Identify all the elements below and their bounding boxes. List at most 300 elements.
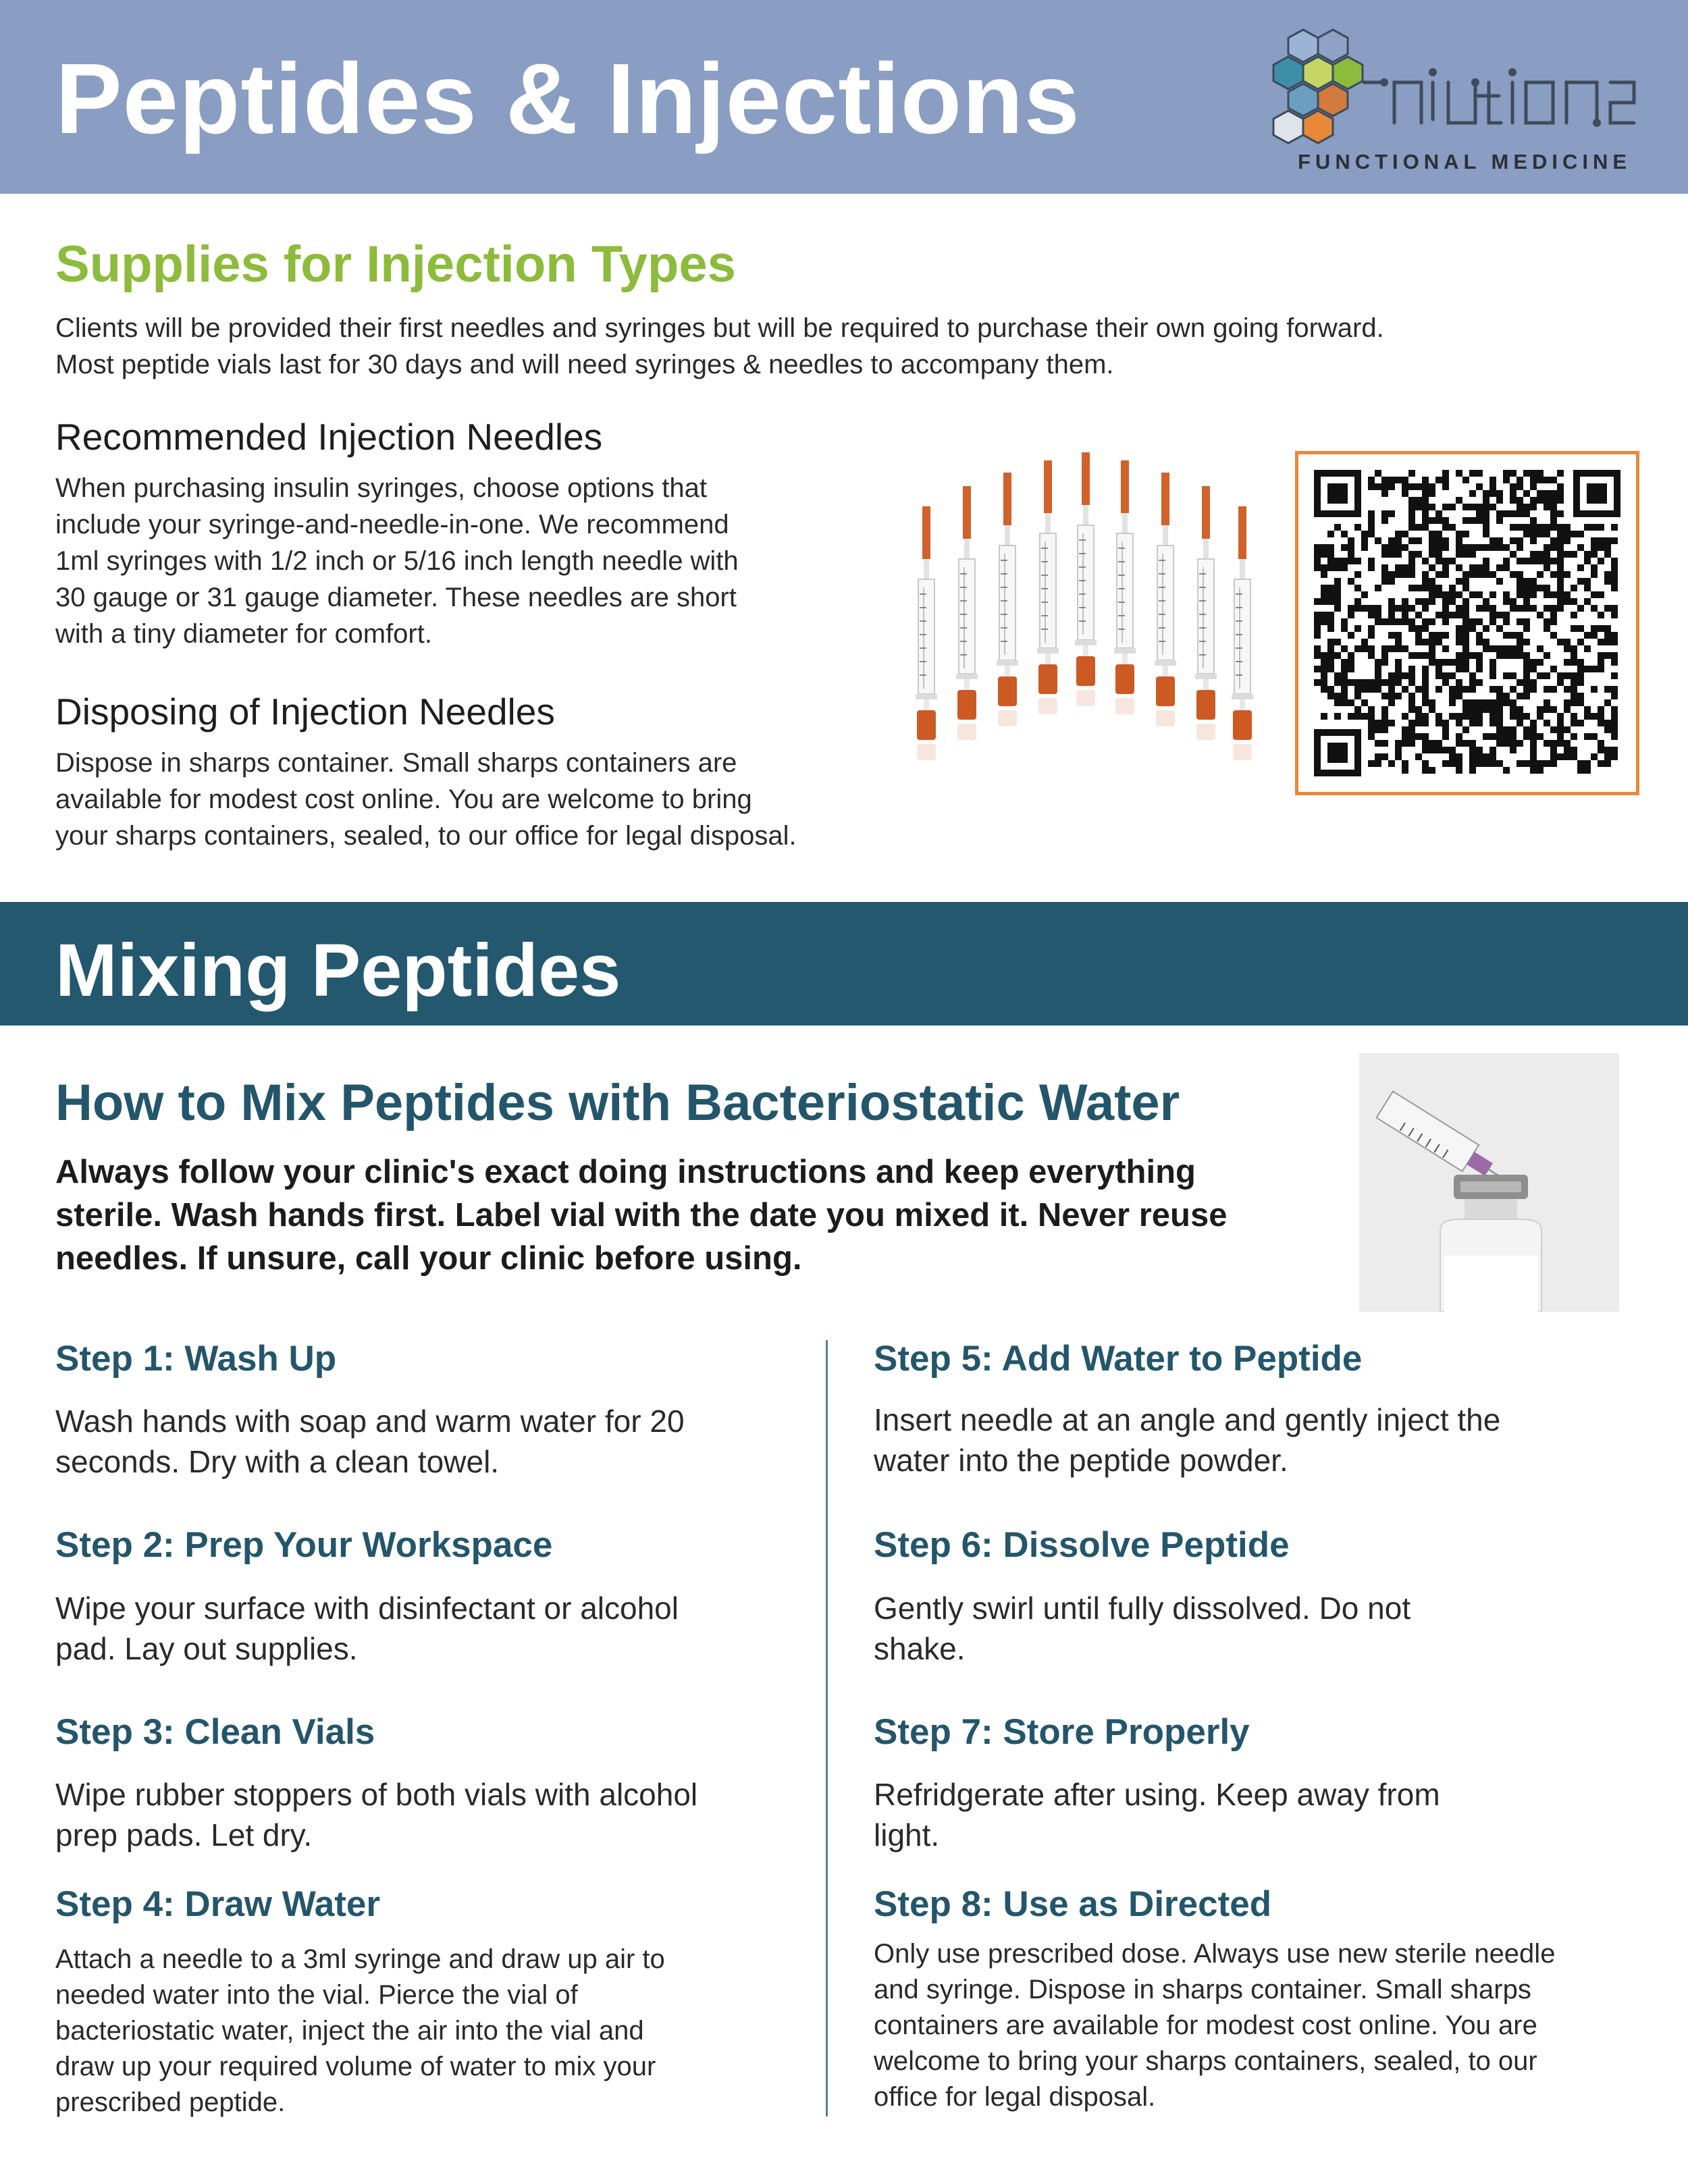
qr-module [1402,477,1408,483]
qr-module [1523,558,1530,564]
qr-module [1503,632,1510,639]
qr-module [1314,612,1321,618]
qr-module [1321,666,1327,672]
qr-module [1361,591,1368,598]
qr-module [1557,740,1564,747]
qr-module [1510,726,1516,733]
qr-module [1483,544,1489,551]
qr-module [1415,504,1422,510]
qr-module [1537,490,1544,497]
qr-module [1530,591,1537,598]
qr-module [1456,551,1462,558]
qr-module [1557,578,1564,585]
supplies-intro-line: Clients will be provided their first needles and syringes but will be required to purchase their own going forward. [55,313,1384,343]
qr-module [1348,605,1354,612]
qr-module [1523,585,1530,591]
qr-module [1510,699,1516,706]
qr-module [1422,598,1429,605]
qr-module [1334,652,1341,659]
qr-module [1544,706,1550,713]
qr-module [1422,504,1429,510]
qr-module [1611,639,1618,645]
qr-module [1341,666,1348,672]
qr-module [1462,578,1469,585]
qr-module [1435,537,1442,544]
qr-module [1341,679,1348,686]
qr-module [1408,551,1415,558]
qr-module [1354,686,1361,693]
qr-module [1449,585,1456,591]
qr-module [1496,544,1503,551]
qr-module [1584,760,1591,767]
qr-module [1537,767,1544,774]
qr-code[interactable] [1295,451,1639,795]
qr-module [1354,693,1361,699]
qr-module [1429,585,1435,591]
qr-module [1435,585,1442,591]
qr-module [1381,490,1388,497]
qr-module [1415,753,1422,760]
qr-module [1429,504,1435,510]
qr-module [1368,726,1375,733]
qr-module [1435,510,1442,517]
qr-module [1611,632,1618,639]
qr-module [1408,571,1415,578]
qr-module [1591,753,1598,760]
qr-module [1442,517,1449,524]
syringes-image [905,446,1263,797]
qr-module [1422,477,1429,483]
qr-module [1503,699,1510,706]
qr-module [1557,713,1564,720]
qr-module [1368,564,1375,571]
qr-module [1598,591,1604,598]
qr-module [1422,679,1429,686]
qr-module [1483,524,1489,531]
qr-module [1611,753,1618,760]
qr-module [1388,679,1395,686]
step-line: Gently swirl until fully dissolved. Do not [874,1591,1411,1626]
qr-module [1544,558,1550,564]
step-line: Only use prescribed dose. Always use new sterile needle [874,1939,1556,1969]
qr-module [1435,686,1442,693]
qr-module [1469,652,1476,659]
qr-module [1415,733,1422,740]
step-line: light. [874,1817,940,1853]
qr-module [1348,666,1354,672]
supplies-intro-line: Most peptide vials last for 30 days and will need syringes & needles to accompany them. [55,350,1114,379]
needles-line: 1ml syringes with 1/2 inch or 5/16 inch length needle with [55,546,739,576]
qr-module [1435,659,1442,666]
qr-module [1429,632,1435,639]
qr-module [1489,733,1496,740]
qr-module [1462,645,1469,652]
qr-module [1577,720,1584,726]
qr-module [1496,490,1503,497]
qr-module [1571,645,1577,652]
step-title: Step 2: Prep Your Workspace [55,1525,553,1565]
qr-module [1516,679,1523,686]
qr-module [1530,747,1537,753]
qr-module [1381,571,1388,578]
qr-module [1611,524,1618,531]
qr-module [1604,605,1611,612]
qr-module [1402,733,1408,740]
qr-module [1381,578,1388,585]
qr-module [1368,652,1375,659]
qr-module [1530,477,1537,483]
qr-module [1462,504,1469,510]
qr-module [1571,625,1577,632]
qr-module [1469,571,1476,578]
qr-module [1516,713,1523,720]
qr-module [1516,524,1523,531]
qr-module [1375,686,1381,693]
qr-module [1523,490,1530,497]
qr-module [1530,666,1537,672]
qr-module [1321,551,1327,558]
qr-module [1348,679,1354,686]
qr-module [1381,720,1388,726]
qr-module [1442,477,1449,483]
qr-module [1550,517,1557,524]
qr-module [1462,605,1469,612]
qr-module [1544,564,1550,571]
qr-module [1550,726,1557,733]
qr-module [1571,659,1577,666]
qr-module [1462,632,1469,639]
qr-module [1489,747,1496,753]
qr-module [1388,693,1395,699]
qr-module [1435,591,1442,598]
qr-module [1604,544,1611,551]
qr-module [1496,497,1503,504]
qr-module [1408,720,1415,726]
qr-module [1476,544,1483,551]
qr-module [1341,618,1348,625]
qr-module [1523,598,1530,605]
qr-module [1503,733,1510,740]
qr-module [1456,544,1462,551]
qr-module [1435,551,1442,558]
qr-module [1530,578,1537,585]
qr-module [1456,625,1462,632]
qr-module [1469,544,1476,551]
qr-module [1544,686,1550,693]
qr-module [1489,618,1496,625]
qr-module [1489,699,1496,706]
qr-module [1435,639,1442,645]
step-line: Wipe rubber stoppers of both vials with alcohol [55,1777,698,1812]
qr-module [1503,544,1510,551]
qr-module [1523,672,1530,679]
qr-module [1564,686,1571,693]
qr-module [1530,740,1537,747]
qr-module [1530,551,1537,558]
qr-module [1422,686,1429,693]
qr-module [1577,531,1584,537]
qr-module [1462,666,1469,672]
qr-module [1314,598,1321,605]
qr-module [1402,645,1408,652]
qr-module [1321,652,1327,659]
qr-module [1537,760,1544,767]
qr-module [1550,706,1557,713]
qr-module [1483,625,1489,632]
qr-module [1388,699,1395,706]
qr-module [1530,760,1537,767]
qr-module [1537,531,1544,537]
qr-module [1550,747,1557,753]
qr-module [1544,672,1550,679]
qr-module [1402,672,1408,679]
qr-module [1544,618,1550,625]
qr-module [1604,551,1611,558]
qr-module [1476,747,1483,753]
qr-module [1435,571,1442,578]
qr-module [1321,686,1327,693]
qr-module [1516,760,1523,767]
qr-module [1314,632,1321,639]
disposing-line: Dispose in sharps container. Small sharps containers are [55,748,737,778]
qr-module [1577,672,1584,679]
qr-module [1584,558,1591,564]
qr-module [1381,679,1388,686]
step-line: prep pads. Let dry. [55,1817,313,1853]
qr-module [1422,767,1429,774]
qr-module [1611,713,1618,720]
qr-module [1544,720,1550,726]
qr-module [1516,571,1523,578]
qr-module [1456,740,1462,747]
qr-module [1469,699,1476,706]
qr-module [1327,558,1334,564]
qr-module [1604,537,1611,544]
qr-module [1354,524,1361,531]
qr-module [1510,605,1516,612]
qr-module [1368,632,1375,639]
qr-module [1442,470,1449,477]
qr-module [1489,672,1496,679]
qr-module [1408,706,1415,713]
qr-module [1388,612,1395,618]
qr-module [1442,618,1449,625]
qr-module [1435,544,1442,551]
qr-module [1598,760,1604,767]
qr-module [1496,578,1503,585]
qr-module [1604,632,1611,639]
qr-module [1462,726,1469,733]
qr-module [1321,612,1327,618]
qr-module [1442,591,1449,598]
qr-module [1510,571,1516,578]
qr-module [1469,740,1476,747]
qr-module [1408,517,1415,524]
qr-module [1550,571,1557,578]
qr-module [1604,747,1611,753]
qr-module [1571,551,1577,558]
qr-module [1422,618,1429,625]
qr-module [1550,753,1557,760]
qr-module [1604,753,1611,760]
qr-module [1395,753,1402,760]
qr-module [1408,672,1415,679]
qr-module [1516,605,1523,612]
qr-module [1510,598,1516,605]
qr-module [1368,612,1375,618]
step-title: Step 3: Clean Vials [55,1712,375,1752]
qr-module [1571,713,1577,720]
qr-module [1516,497,1523,504]
warning-line: needles. If unsure, call your clinic before using. [55,1240,802,1277]
qr-module [1516,537,1523,544]
qr-module [1408,666,1415,672]
qr-module [1408,497,1415,504]
qr-module [1557,524,1564,531]
qr-module [1442,504,1449,510]
qr-module [1557,551,1564,558]
qr-module [1381,726,1388,733]
qr-module [1591,564,1598,571]
qr-module [1361,537,1368,544]
qr-module [1510,652,1516,659]
qr-module [1402,544,1408,551]
qr-module [1334,558,1341,564]
qr-module [1577,639,1584,645]
qr-module [1462,618,1469,625]
disposing-line: your sharps containers, sealed, to our office for legal disposal. [55,821,797,851]
qr-module [1462,659,1469,666]
qr-module [1516,510,1523,517]
qr-module [1571,686,1577,693]
qr-module [1334,699,1341,706]
qr-module [1435,740,1442,747]
qr-module [1530,733,1537,740]
qr-module [1368,733,1375,740]
disposing-paragraph [55,745,899,854]
qr-module [1550,558,1557,564]
qr-module [1334,639,1341,645]
qr-module [1523,693,1530,699]
qr-module [1375,726,1381,733]
qr-module [1571,753,1577,760]
qr-module [1462,686,1469,693]
qr-module [1503,645,1510,652]
qr-module [1435,672,1442,679]
qr-module [1388,477,1395,483]
qr-module [1476,659,1483,666]
qr-module [1354,585,1361,591]
qr-module [1550,524,1557,531]
qr-module [1327,551,1334,558]
qr-module [1496,537,1503,544]
qr-module [1368,686,1375,693]
qr-module [1544,531,1550,537]
qr-module [1489,760,1496,767]
qr-module [1530,537,1537,544]
qr-module [1489,483,1496,490]
step-line: bacteriostatic water, inject the air into the vial and [55,2016,644,2046]
step-title: Step 7: Store Properly [874,1712,1250,1752]
qr-module [1598,537,1604,544]
qr-module [1530,726,1537,733]
step-line: Wipe your surface with disinfectant or alcohol [55,1591,679,1626]
qr-module [1530,517,1537,524]
qr-module [1510,497,1516,504]
qr-module [1496,652,1503,659]
qr-module [1422,733,1429,740]
qr-module [1449,598,1456,605]
qr-module [1334,591,1341,598]
qr-module [1510,733,1516,740]
qr-module [1375,470,1381,477]
qr-module [1341,645,1348,652]
qr-module [1327,659,1334,666]
qr-module [1429,639,1435,645]
qr-module [1550,666,1557,672]
qr-module [1476,699,1483,706]
qr-module [1496,510,1503,517]
qr-module [1469,591,1476,598]
qr-module [1510,483,1516,490]
qr-module [1408,726,1415,733]
qr-module [1402,713,1408,720]
qr-module [1408,693,1415,699]
qr-module [1557,672,1564,679]
qr-module [1489,645,1496,652]
qr-module [1557,558,1564,564]
qr-module [1442,598,1449,605]
qr-module [1530,753,1537,760]
qr-module [1557,490,1564,497]
qr-module [1429,699,1435,706]
qr-module [1557,591,1564,598]
qr-module [1462,699,1469,706]
qr-module [1523,470,1530,477]
qr-module [1537,645,1544,652]
qr-module [1516,544,1523,551]
qr-module [1381,564,1388,571]
qr-module [1469,747,1476,753]
qr-module [1564,551,1571,558]
qr-module [1550,618,1557,625]
qr-module [1496,726,1503,733]
qr-module [1496,517,1503,524]
qr-module [1523,726,1530,733]
qr-module [1557,585,1564,591]
qr-module [1422,517,1429,524]
qr-module [1402,531,1408,537]
qr-module [1442,632,1449,639]
qr-module [1544,524,1550,531]
qr-module [1476,517,1483,524]
qr-module [1388,672,1395,679]
qr-module [1402,605,1408,612]
qr-module [1503,598,1510,605]
qr-module [1598,558,1604,564]
qr-module [1523,605,1530,612]
qr-module [1435,531,1442,537]
qr-module [1611,726,1618,733]
qr-module [1537,524,1544,531]
qr-module [1341,544,1348,551]
qr-module [1550,544,1557,551]
qr-module [1469,753,1476,760]
qr-module [1476,706,1483,713]
qr-module [1348,713,1354,720]
qr-module [1604,625,1611,632]
qr-module [1456,470,1462,477]
